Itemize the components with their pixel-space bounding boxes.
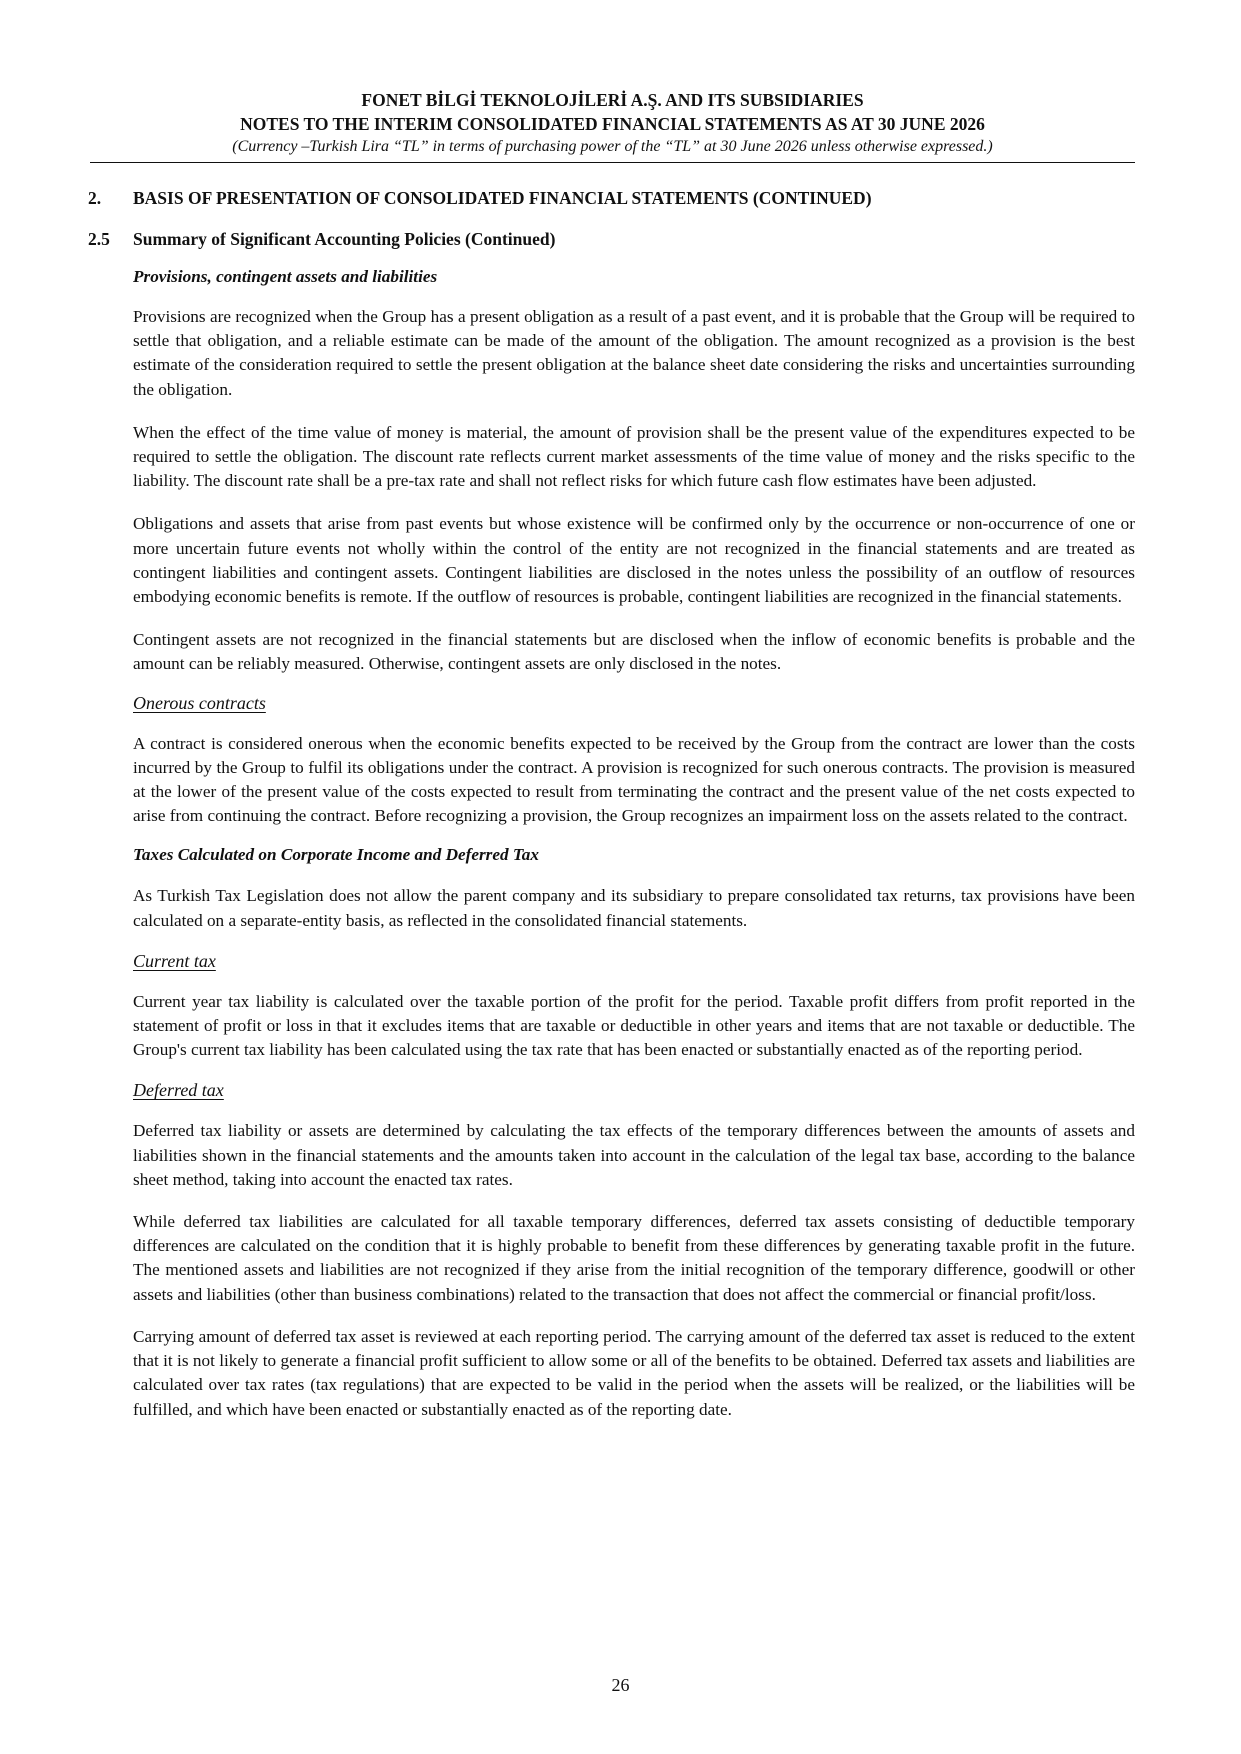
deferred-tax-paragraph-1: Deferred tax liability or assets are determined by calculating the tax effects of the temporary differences between the amounts of assets and liabilities shown in the financial statements and the amounts taken into account in the calculation of the legal tax base, according to the balance sheet method, taking into account the enacted tax rates.	[133, 1121, 1135, 1189]
subsection-title: Summary of Significant Accounting Policies (Continued)	[133, 229, 556, 249]
page-content	[88, 186, 1135, 1422]
provisions-paragraph-3: Obligations and assets that arise from past events but whose existence will be confirmed only by the occurrence or non-occurrence of one or more uncertain future events not wholly within the control of the entity are not recognized in the financial statements and are treated as contingent liabilities and contingent assets. Contingent liabilities are disclosed in the notes unless the possibility of an outflow of resources embodying economic benefits is remote. If the outflow of resources is probable, contingent liabilities are recognized in the financial statements.	[133, 514, 1135, 607]
provisions-paragraph-2: When the effect of the time value of money is material, the amount of provision shall be the present value of the expenditures expected to be required to settle the obligation. The discount rate reflects current market assessments of the time value of money and the risks specific to the liability. The discount rate shall be a pre-tax rate and shall not reflect risks for which future cash flow estimates have been adjusted.	[133, 422, 1135, 491]
subsection-heading	[88, 227, 1135, 251]
policies-body	[133, 265, 1135, 1422]
page-header	[90, 88, 1135, 158]
page-number: 26	[611, 1675, 630, 1695]
document-title: NOTES TO THE INTERIM CONSOLIDATED FINANCIAL STATEMENTS AS AT 30 JUNE 2026	[240, 114, 985, 134]
onerous-heading: Onerous contracts	[133, 692, 266, 713]
section-title: BASIS OF PRESENTATION OF CONSOLIDATED FINANCIAL STATEMENTS (CONTINUED)	[133, 188, 872, 208]
current-tax-heading: Current tax	[133, 950, 216, 971]
onerous-paragraph: A contract is considered onerous when the economic benefits expected to be received by the Group from the contract are lower than the costs incurred by the Group to fulfil its obligations under the contract. A provision is recognized for such onerous contracts. The provision is measured at the lower of the present value of the costs expected to result from terminating the contract and the present value of the net costs expected to arise from continuing the contract. Before recognizing a provision, the Group recognizes an impairment loss on the assets related to the contract.	[133, 733, 1135, 826]
deferred-tax-heading: Deferred tax	[133, 1080, 224, 1101]
currency-note: (Currency –Turkish Lira “TL” in terms of purchasing power of the “TL” at 30 June 2026 unless otherwise expressed.)	[232, 138, 993, 155]
current-tax-paragraph: Current year tax liability is calculated over the taxable portion of the profit for the period. Taxable profit differs from profit reported in the statement of profit or loss in that it excludes items that are taxable or deductible in other years and items that are not taxable or deductible. The Group's current tax liability has been calculated using the tax rate that has been enacted or substantially enacted as of the reporting period.	[133, 991, 1135, 1060]
section-heading	[88, 186, 1135, 210]
section-number: 2.	[88, 188, 102, 208]
taxes-heading: Taxes Calculated on Corporate Income and Deferred Tax	[133, 845, 539, 865]
company-name: FONET BİLGİ TEKNOLOJİLERİ A.Ş. AND ITS SUBSIDIARIES	[361, 90, 864, 110]
provisions-paragraph-1: Provisions are recognized when the Group has a present obligation as a result of a past event, and it is probable that the Group will be required to settle that obligation, and a reliable estimate can be made of the amount of the obligation. The amount recognized as a provision is the best estimate of the consideration required to settle the present obligation at the balance sheet date considering the risks and uncertainties surrounding the obligation.	[133, 307, 1135, 399]
deferred-tax-paragraph-3: Carrying amount of deferred tax asset is reviewed at each reporting period. The carrying amount of the deferred tax asset is reduced to the extent that it is not likely to generate a financial profit sufficient to allow some or all of the benefits to be obtained. Deferred tax assets and liabilities are calculated over tax rates (tax regulations) that are expected to be valid in the period when the assets will be realized, or the liabilities will be fulfilled, and which have been enacted or substantially enacted as of the reporting date.	[133, 1326, 1135, 1419]
provisions-paragraph-4: Contingent assets are not recognized in the financial statements but are disclosed when the inflow of economic benefits is probable and the amount can be reliably measured. Otherwise, contingent assets are only disclosed in the notes.	[133, 630, 1135, 674]
header-rule	[90, 162, 1135, 163]
subsection-number: 2.5	[88, 229, 110, 249]
deferred-tax-paragraph-2: While deferred tax liabilities are calculated for all taxable temporary differences, deferred tax assets consisting of deductible temporary differences are calculated on the condition that it is highly probable to benefit from these differences by generating taxable profit in the future. The mentioned assets and liabilities are not recognized if they arise from the initial recognition of the temporary difference, goodwill or other assets and liabilities (other than business combinations) related to the transaction that does not affect the commercial or financial profit/loss.	[133, 1212, 1135, 1304]
provisions-heading: Provisions, contingent assets and liabilities	[133, 267, 438, 286]
taxes-paragraph: As Turkish Tax Legislation does not allow the parent company and its subsidiary to prepare consolidated tax returns, tax provisions have been calculated on a separate-entity basis, as reflected in the consolidated financial statements.	[133, 886, 1135, 930]
